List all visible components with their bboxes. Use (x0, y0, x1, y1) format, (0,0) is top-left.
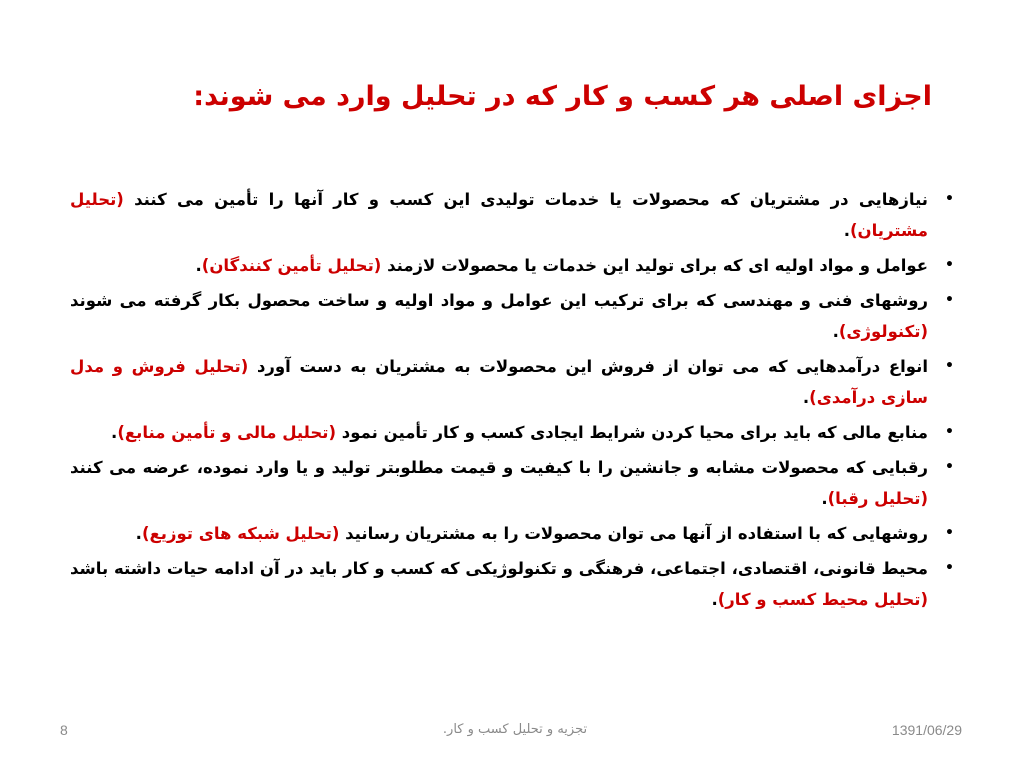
item-text: روشهای فنی و مهندسی که برای ترکیب این عوامل و مواد اولیه و ساخت محصول بکار گرفته می شوند (70, 291, 928, 310)
item-text: انواع درآمدهایی که می توان از فروش این محصولات به مشتریان به دست آورد (256, 357, 928, 376)
bullet-icon: • (945, 257, 954, 273)
list-item (70, 518, 954, 549)
item-text: محیط قانونی، اقتصادی، اجتماعی، فرهنگی و تکنولوژیکی که کسب و کار باید در آن ادامه حیات داشته باشد (70, 559, 928, 578)
item-text: منابع مالی که باید برای محیا کردن شرایط ایجادی کسب و کار تأمین نمود (341, 423, 928, 442)
item-text: روشهایی که با استفاده از آنها می توان محصولات را به مشتریان رسانید (345, 524, 928, 543)
bullet-icon: • (945, 424, 954, 440)
item-end: . (832, 322, 839, 341)
item-highlight: (تحلیل محیط کسب و کار) (717, 590, 928, 609)
item-end: . (843, 221, 850, 240)
item-end: . (802, 388, 810, 407)
bullet-icon: • (945, 191, 954, 207)
item-end: . (711, 590, 718, 609)
item-highlight: (تحلیل فروش و مدل سازی درآمدی) (70, 357, 928, 407)
list-item (70, 417, 954, 448)
bullet-icon: • (945, 292, 954, 308)
item-end: . (195, 256, 202, 275)
list-item (70, 250, 954, 281)
footer-date: 1391/06/29 (891, 722, 962, 738)
item-highlight: (تکنولوژی) (838, 322, 928, 341)
bullet-icon: • (945, 358, 954, 374)
list-item (70, 452, 954, 514)
item-end: . (821, 489, 828, 508)
bullet-icon: • (945, 459, 954, 475)
item-text: عوامل و مواد اولیه ای که برای تولید این خدمات یا محصولات لازمند (387, 256, 928, 275)
bullet-icon: • (945, 525, 954, 541)
page-number: 8 (60, 722, 68, 738)
item-highlight: (تحلیل تأمین کنندگان) (201, 256, 382, 275)
item-highlight: (تحلیل مشتریان) (70, 190, 928, 240)
item-end: . (135, 524, 142, 543)
slide-title: اجزای اصلی هر کسب و کار که در تحلیل وارد می شوند: (193, 81, 932, 112)
bullet-icon: • (945, 560, 954, 576)
list-item (70, 184, 954, 246)
list-item (70, 553, 954, 615)
item-text: نیازهایی در مشتریان که محصولات یا خدمات تولیدی این کسب و کار آنها را تأمین می کنند (134, 190, 928, 209)
item-end: . (111, 423, 118, 442)
item-highlight: (تحلیل رقبا) (827, 489, 928, 508)
footer-caption: تجزیه و تحلیل کسب و کار. (442, 722, 588, 737)
list-item (70, 351, 954, 413)
item-highlight: (تحلیل مالی و تأمین منابع) (117, 423, 337, 442)
list-item (70, 285, 954, 347)
bullet-list (70, 184, 954, 619)
item-highlight: (تحلیل شبکه های توزیع) (141, 524, 340, 543)
item-text: رقبایی که محصولات مشابه و جانشین را با کیفیت و قیمت مطلوبتر تولید و یا وارد نموده، عرضه می کنند (70, 458, 928, 477)
